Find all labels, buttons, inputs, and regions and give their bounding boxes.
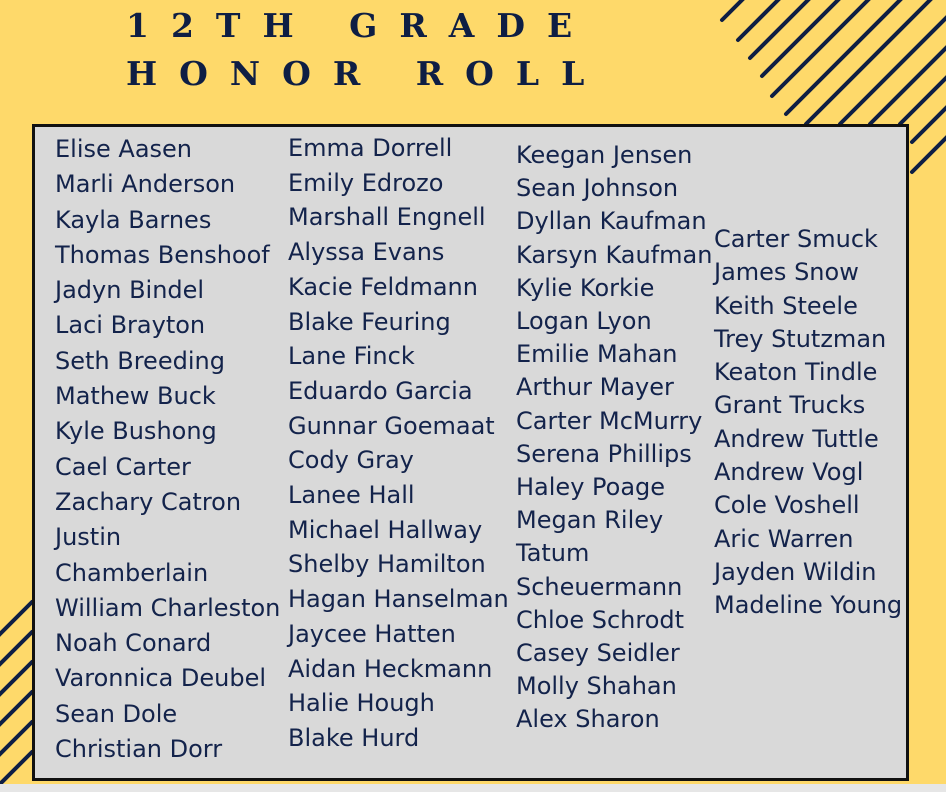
student-name: Sean Dole (55, 699, 178, 728)
student-name: James Snow (714, 258, 859, 287)
stripe (840, 16, 946, 124)
stripe (722, 0, 744, 20)
student-name: Keaton Tindle (714, 358, 878, 387)
student-name: Megan Riley (516, 506, 664, 535)
student-name: Kylie Korkie (516, 273, 655, 302)
student-name: Noah Conard (55, 629, 212, 658)
student-name: Zachary Catron (55, 487, 242, 516)
stripe (0, 602, 32, 636)
student-name: Lanee Hall (288, 481, 415, 510)
student-name: Keith Steele (714, 291, 858, 320)
student-name: Jaycee Hatten (288, 619, 456, 648)
student-name: Casey Seidler (516, 639, 680, 668)
student-name: Molly Shahan (516, 672, 677, 701)
student-name: Gunnar Goemaat (288, 411, 495, 440)
student-name: Eduardo Garcia (288, 376, 473, 405)
name-column-2 (288, 131, 509, 756)
student-name: Cael Carter (55, 452, 191, 481)
student-name: Blake Feuring (288, 307, 451, 336)
stripe (0, 692, 32, 726)
student-name: Chamberlain (55, 558, 209, 587)
student-name: Shelby Hamilton (288, 550, 486, 579)
student-name: Andrew Tuttle (714, 424, 879, 453)
student-name: Dyllan Kaufman (516, 207, 707, 236)
student-name: Emilie Mahan (516, 340, 678, 369)
student-name: Sean Johnson (516, 174, 679, 203)
student-name: Keegan Jensen (516, 141, 693, 169)
student-name: Kacie Feldmann (288, 272, 478, 301)
stripe (806, 0, 932, 124)
student-name: Tatum (516, 539, 590, 568)
student-name: Blake Hurd (288, 723, 420, 752)
student-name: Scheuermann (516, 572, 683, 601)
title-line-2: HONOR ROLL (126, 54, 607, 93)
student-name: Aidan Heckmann (288, 654, 493, 683)
student-name: Kayla Barnes (55, 205, 212, 234)
student-name: Thomas Benshoof (55, 240, 270, 269)
student-name: Logan Lyon (516, 307, 652, 336)
name-column-4 (714, 223, 902, 623)
student-name: Emily Edrozo (288, 168, 444, 197)
student-name: Karsyn Kaufman (516, 240, 713, 269)
student-name: Carter Smuck (714, 225, 878, 253)
student-name: Haley Poage (516, 473, 666, 502)
student-name: Seth Breeding (55, 346, 225, 375)
student-name: Jayden Wildin (714, 557, 877, 586)
stripe (912, 136, 946, 172)
student-name: Marli Anderson (55, 170, 236, 199)
honor-roll-panel (32, 124, 909, 781)
name-column-1 (55, 132, 280, 767)
stripe (0, 662, 32, 696)
name-column-3 (516, 139, 712, 737)
student-name: Carter McMurry (516, 406, 703, 435)
student-name: William Charleston (55, 593, 281, 622)
student-name: Michael Hallway (288, 515, 483, 544)
student-name: Aric Warren (714, 524, 854, 553)
student-name: Serena Phillips (516, 439, 692, 468)
student-name: Arthur Mayer (516, 373, 674, 402)
stripe (750, 0, 810, 58)
stripe (0, 752, 32, 786)
bottom-strip (0, 784, 946, 792)
student-name: Andrew Vogl (714, 458, 864, 487)
student-name: Alyssa Evans (288, 238, 445, 267)
student-name: Varonnica Deubel (55, 664, 267, 693)
student-name: Elise Aasen (55, 135, 193, 163)
student-name: Halie Hough (288, 689, 435, 718)
student-name: Emma Dorrell (288, 134, 453, 162)
student-name: Jadyn Bindel (55, 276, 205, 305)
student-name: Christian Dorr (55, 735, 223, 764)
student-name: Hagan Hanselman (288, 585, 509, 614)
stripe (0, 632, 32, 666)
student-name: Alex Sharon (516, 705, 660, 734)
student-name: Chloe Schrodt (516, 605, 685, 634)
student-name: Laci Brayton (55, 311, 206, 340)
student-name: Justin (55, 523, 122, 552)
student-name: Trey Stutzman (714, 324, 887, 353)
student-name: Cole Voshell (714, 491, 860, 520)
stripe (912, 106, 946, 142)
student-name: Grant Trucks (714, 391, 866, 420)
title-line-1: 12TH GRADE (126, 6, 595, 45)
student-name: Marshall Engnell (288, 203, 486, 232)
stripe (0, 722, 32, 756)
student-name: Cody Gray (288, 446, 414, 475)
student-name: Madeline Young (714, 591, 903, 620)
page-title (126, 2, 607, 98)
stripe (786, 0, 902, 114)
student-name: Mathew Buck (55, 382, 216, 411)
student-name: Kyle Bushong (55, 417, 217, 446)
student-name: Lane Finck (288, 342, 415, 371)
